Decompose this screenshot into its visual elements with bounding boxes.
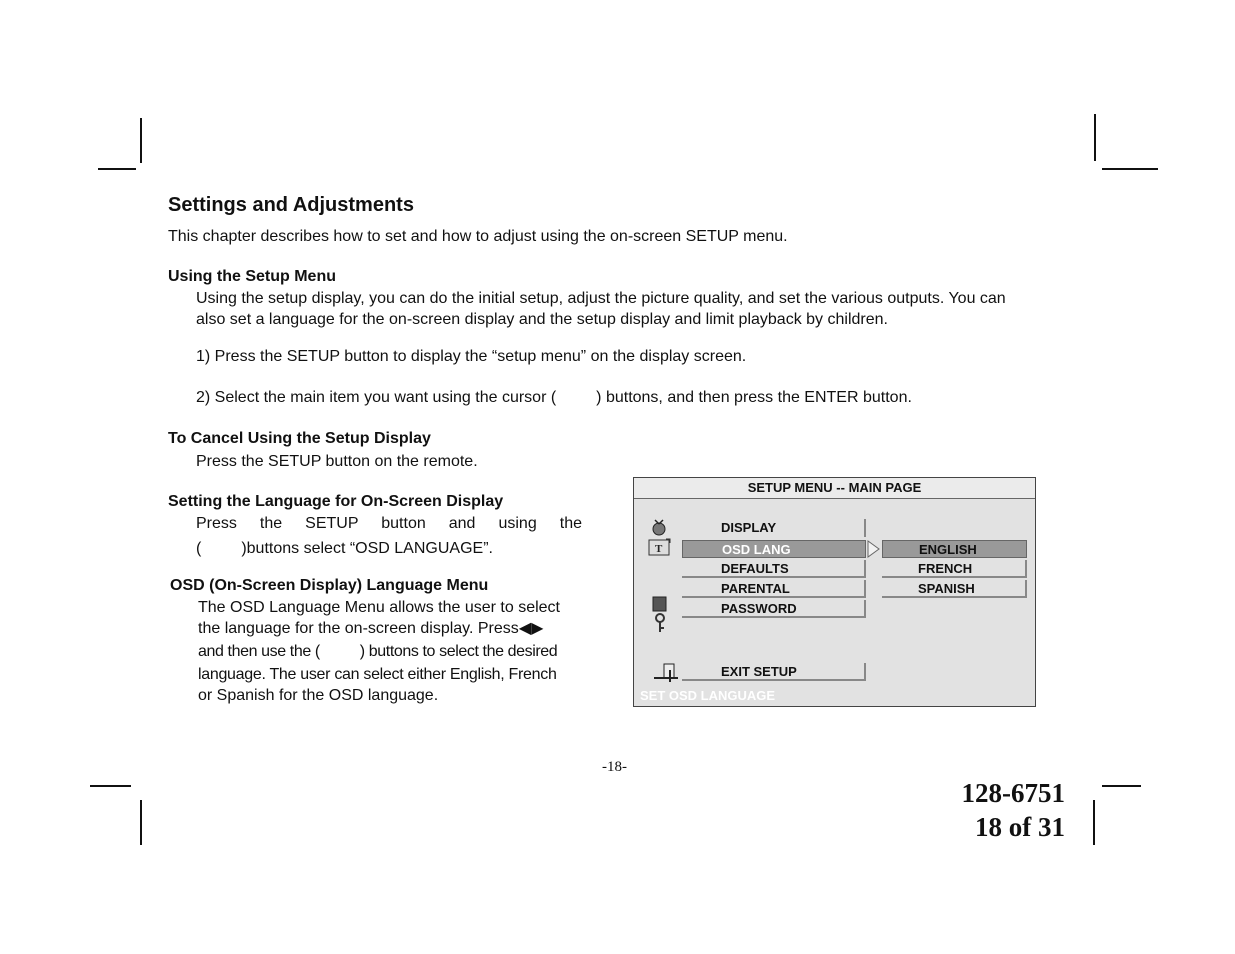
menu-item-password[interactable]: PASSWORD <box>682 600 866 618</box>
osd-text-line3-b: ) buttons to select the desired <box>359 643 558 660</box>
parental-lock-icon <box>652 595 668 635</box>
osd-text-line3-a: and then use the ( <box>198 643 320 660</box>
osd-text-line1: The OSD Language Menu allows the user to select <box>198 599 560 616</box>
crop-mark <box>140 118 142 163</box>
menu-item-defaults[interactable]: DEFAULTS <box>682 560 866 578</box>
osd-text-line4: language. The user can select either English, French <box>198 666 557 683</box>
menu-item-osd-lang[interactable]: OSD LANG <box>682 540 866 558</box>
crop-mark <box>1102 168 1158 170</box>
crop-mark <box>98 168 136 170</box>
crop-mark <box>1102 785 1141 787</box>
cancel-text: Press the SETUP button on the remote. <box>196 453 478 470</box>
menu-item-display[interactable]: DISPLAY <box>682 519 866 537</box>
step-2-text-b: ) buttons, and then press the ENTER button. <box>596 389 912 406</box>
page-of-count: 18 of 31 <box>975 812 1065 842</box>
setup-menu-paragraph-line1: Using the setup display, you can do the initial setup, adjust the picture quality, and set the various outputs. You can <box>196 290 1006 307</box>
language-text-line2-b: )buttons select “OSD LANGUAGE”. <box>241 540 493 557</box>
menu-status-text: SET OSD LANGUAGE <box>640 688 776 703</box>
language-text-line1: Press the SETUP button and using the <box>196 515 582 532</box>
crop-mark <box>90 785 131 787</box>
setup-menu-paragraph-line2: also set a language for the on-screen display and the setup display and limit playback by children. <box>196 311 888 328</box>
osd-text-line3 <box>198 641 557 662</box>
section-title-language: Setting the Language for On-Screen Display <box>168 493 504 510</box>
setup-menu-title: SETUP MENU -- MAIN PAGE <box>634 478 1035 499</box>
section-title-osd: OSD (On-Screen Display) Language Menu <box>170 577 489 594</box>
crop-mark <box>1094 114 1096 161</box>
language-text-line2-a: ( <box>196 540 202 557</box>
display-icon <box>650 518 668 536</box>
language-icon <box>648 538 672 558</box>
osd-text-line2: the language for the on-screen display. Press◀▶ <box>198 620 544 637</box>
option-french[interactable]: FRENCH <box>882 560 1027 578</box>
section-title-cancel: To Cancel Using the Setup Display <box>168 430 431 447</box>
intro-text: This chapter describes how to set and how to adjust using the on-screen SETUP menu. <box>168 228 788 245</box>
page-number: -18- <box>602 759 627 775</box>
step-2 <box>196 387 912 408</box>
exit-icon <box>650 662 680 682</box>
setup-menu-screen <box>633 477 1036 707</box>
step-1: 1) Press the SETUP button to display the “setup menu” on the display screen. <box>196 348 747 365</box>
osd-text-line5: or Spanish for the OSD language. <box>198 687 439 704</box>
section-title-setup-menu: Using the Setup Menu <box>168 268 336 285</box>
crop-mark <box>1093 800 1095 845</box>
submenu-arrow-icon <box>867 540 881 558</box>
option-english[interactable]: ENGLISH <box>882 540 1027 558</box>
menu-item-parental[interactable]: PARENTAL <box>682 580 866 598</box>
menu-item-exit-setup[interactable]: EXIT SETUP <box>682 663 866 681</box>
option-spanish[interactable]: SPANISH <box>882 580 1027 598</box>
language-text-line2 <box>196 538 493 559</box>
svg-text:T: T <box>655 543 663 555</box>
page-title: Settings and Adjustments <box>168 194 414 216</box>
step-2-text-a: 2) Select the main item you want using the cursor ( <box>196 389 557 406</box>
crop-mark <box>140 800 142 845</box>
document-number: 128-6751 <box>961 778 1065 808</box>
